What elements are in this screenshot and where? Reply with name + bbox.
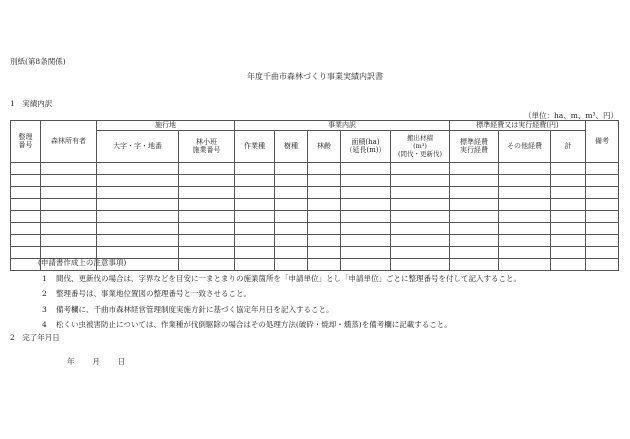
results-table <box>10 120 619 271</box>
table-cell <box>235 174 275 186</box>
table-cell <box>586 234 619 246</box>
table-cell <box>41 222 97 234</box>
table-cell <box>551 210 586 222</box>
note-item: 4 松くい虫被害防止については、作業種が伐倒駆除の場合はその処理方法(破砕・焼却・燻蒸)を備考欄に記載すること。 <box>42 320 452 329</box>
table-cell <box>11 198 41 210</box>
table-cell <box>97 174 179 186</box>
table-cell <box>450 222 499 234</box>
note-item: 1 間伐、更新伐の場合は、字界などを目安に一まとまりの施業箇所を「申請単位」とし「申請単位」ごとに整理番号を付して記入すること。 <box>42 273 521 283</box>
table-cell <box>499 210 551 222</box>
table-cell <box>11 174 41 186</box>
header-location-group: 施行地 <box>97 121 235 131</box>
table-row <box>11 174 619 186</box>
table-cell <box>391 186 450 198</box>
table-row <box>11 234 619 246</box>
table-cell <box>341 234 391 246</box>
header-work-type: 作業種 <box>235 130 275 162</box>
table-cell <box>499 162 551 174</box>
table-cell <box>11 162 41 174</box>
table-cell <box>499 186 551 198</box>
table-cell <box>235 198 275 210</box>
table-cell <box>391 162 450 174</box>
table-cell <box>586 258 619 270</box>
table-cell <box>450 234 499 246</box>
section-heading-results: 1 実績内訳 <box>10 99 53 108</box>
table-cell <box>235 186 275 198</box>
table-cell <box>235 234 275 246</box>
table-cell <box>11 210 41 222</box>
table-cell <box>586 246 619 258</box>
header-total: 計 <box>551 130 586 162</box>
table-cell <box>341 210 391 222</box>
table-cell <box>391 210 450 222</box>
table-cell <box>275 234 308 246</box>
table-cell <box>450 162 499 174</box>
table-cell <box>341 198 391 210</box>
header-standard-cost: 標準経費 実行経費 <box>450 130 499 162</box>
table-cell <box>97 210 179 222</box>
table-cell <box>235 162 275 174</box>
table-cell <box>341 162 391 174</box>
table-row <box>11 186 619 198</box>
table-cell <box>275 186 308 198</box>
header-age: 林齢 <box>308 130 341 162</box>
table-cell <box>275 222 308 234</box>
table-cell <box>586 174 619 186</box>
table-cell <box>586 186 619 198</box>
table-cell <box>179 222 235 234</box>
table-cell <box>275 162 308 174</box>
header-owner: 森林所有者 <box>41 121 97 163</box>
table-cell <box>551 198 586 210</box>
table-cell <box>551 174 586 186</box>
table-cell <box>11 246 41 258</box>
table-cell <box>551 246 586 258</box>
table-cell <box>235 210 275 222</box>
table-cell <box>551 222 586 234</box>
table-cell <box>41 198 97 210</box>
table-cell <box>11 234 41 246</box>
table-cell <box>41 162 97 174</box>
table-cell <box>450 210 499 222</box>
table-cell <box>341 186 391 198</box>
date-month-label: 月 <box>92 357 100 366</box>
date-day-label: 日 <box>117 357 126 366</box>
table-cell <box>179 174 235 186</box>
header-stand-number: 林小班 施業番号 <box>179 130 235 162</box>
table-cell <box>97 222 179 234</box>
table-cell <box>450 198 499 210</box>
completion-date <box>67 356 125 367</box>
table-cell <box>11 186 41 198</box>
table-cell <box>275 174 308 186</box>
table-cell <box>450 186 499 198</box>
table-cell <box>97 162 179 174</box>
table-row <box>11 222 619 234</box>
table-cell <box>41 210 97 222</box>
table-cell <box>586 210 619 222</box>
document-title: 年度千曲市森林づくり事業実績内訳書 <box>247 72 383 81</box>
table-cell <box>391 174 450 186</box>
table-cell <box>308 222 341 234</box>
table-cell <box>586 198 619 210</box>
table-cell <box>499 198 551 210</box>
table-cell <box>499 174 551 186</box>
header-other-cost: その他経費 <box>499 130 551 162</box>
table-cell <box>341 174 391 186</box>
note-item: 2 整理番号は、事業地位置図の整理番号と一致させること。 <box>42 289 251 298</box>
table-cell <box>450 174 499 186</box>
table-cell <box>11 258 41 270</box>
table-cell <box>308 174 341 186</box>
table-cell <box>586 222 619 234</box>
table-cell <box>235 222 275 234</box>
table-row <box>11 198 619 210</box>
table-cell <box>308 198 341 210</box>
note-item: 3 備考欄に、千曲市森林経営管理制度実施方針に基づく協定年月日を記入すること。 <box>42 304 334 314</box>
table-cell <box>179 234 235 246</box>
table-cell <box>11 222 41 234</box>
table-cell <box>275 198 308 210</box>
notes-heading: (申請書作成上の注意事項) <box>38 258 127 267</box>
date-year-label: 年 <box>67 357 75 366</box>
table-cell <box>551 234 586 246</box>
form-reference: 別紙(第8条関係) <box>10 57 66 66</box>
table-cell <box>179 198 235 210</box>
header-species: 樹種 <box>275 130 308 162</box>
table-cell <box>308 210 341 222</box>
table-cell <box>391 198 450 210</box>
table-cell <box>97 234 179 246</box>
table-cell <box>391 222 450 234</box>
table-cell <box>499 222 551 234</box>
table-cell <box>41 186 97 198</box>
table-cell <box>308 186 341 198</box>
table-cell <box>551 162 586 174</box>
table-cell <box>179 186 235 198</box>
table-cell <box>41 234 97 246</box>
table-cell <box>97 186 179 198</box>
table-cell <box>275 210 308 222</box>
table-row <box>11 210 619 222</box>
table-cell <box>551 186 586 198</box>
table-cell <box>391 234 450 246</box>
table-cell <box>341 222 391 234</box>
table-row <box>11 162 619 174</box>
table-cell <box>308 234 341 246</box>
table-cell <box>308 162 341 174</box>
notes-block <box>38 255 521 333</box>
section-heading-completion: 2 完了年月日 <box>10 333 60 342</box>
table-cell <box>41 174 97 186</box>
table-cell <box>179 162 235 174</box>
header-work-group: 事業内訳 <box>235 121 450 131</box>
header-volume: 搬出材積 (m³) (間伐・更新伐) <box>391 130 450 162</box>
header-area: 面積(ha) （延長(m)） <box>341 130 391 162</box>
units-note: （単位：ha、m、m³、円） <box>523 111 618 120</box>
header-number: 整理 番号 <box>11 121 41 163</box>
table-cell <box>97 198 179 210</box>
header-address: 大字・字・地番 <box>97 130 179 162</box>
table-cell <box>179 210 235 222</box>
table-cell <box>586 162 619 174</box>
header-cost-group: 標準経費又は実行経費(円) <box>450 121 586 131</box>
table-cell <box>551 258 586 270</box>
header-remarks: 備考 <box>586 121 619 163</box>
table-cell <box>499 234 551 246</box>
